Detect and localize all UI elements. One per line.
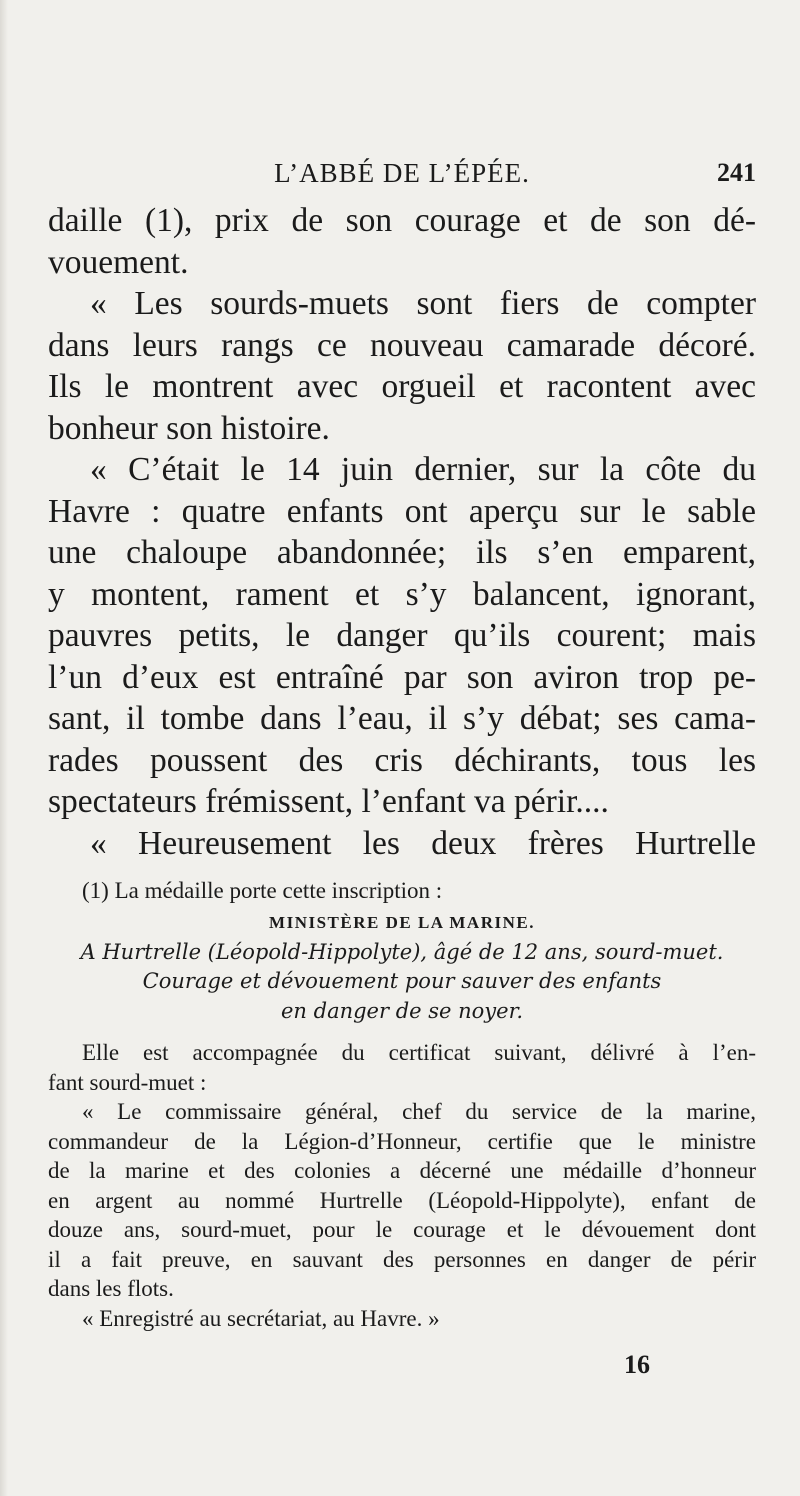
running-title: L’ABBÉ DE L’ÉPÉE. bbox=[274, 158, 530, 188]
text-line: pauvres petits, le danger qu’ils courent; mais bbox=[48, 617, 756, 654]
signature-mark: 16 bbox=[624, 1350, 650, 1379]
footnote-line: « Enregistré au secrétariat, au Havre. » bbox=[82, 1305, 440, 1331]
page-number: 241 bbox=[717, 158, 756, 187]
footnote-line: commandeur de la Légion-d’Honneur, certifie que le ministre bbox=[48, 1128, 756, 1154]
text-line: daille (1), prix de son courage et de son dé- bbox=[48, 202, 756, 239]
text-line: vouement. bbox=[48, 243, 189, 281]
main-text bbox=[48, 200, 756, 864]
footnote-line: de la marine et des colonies a décerné une médaille d’honneur bbox=[48, 1158, 756, 1183]
inscription-line: Courage et dévouement pour sauver des enfants bbox=[142, 969, 662, 993]
text-line: une chaloupe abandonnée; ils s’en emparent, bbox=[48, 534, 756, 571]
text-line: l’un d’eux est entraîné par son aviron trop pe- bbox=[48, 658, 756, 696]
text-line: rades poussent des cris déchirants, tous les bbox=[48, 741, 756, 779]
text-line: « Les sourds-muets sont fiers de compter bbox=[90, 285, 756, 322]
inscription-line: A Hurtrelle (Léopold-Hippolyte), âgé de 12 ans, sourd-muet. bbox=[80, 939, 724, 964]
footnote-line: Elle est accompagnée du certificat suivant, délivré à l’en- bbox=[82, 1040, 756, 1065]
text-line: sant, il tombe dans l’eau, il s’y débat; ses cama- bbox=[48, 700, 756, 737]
running-header bbox=[48, 158, 756, 198]
footnote-line: fant sourd-muet : bbox=[48, 1069, 207, 1095]
footnote-heading: MINISTÈRE DE LA MARINE. bbox=[269, 912, 535, 932]
footnote-body bbox=[48, 1038, 756, 1333]
text-line: y montent, rament et s’y balancent, ignorant, bbox=[48, 575, 756, 613]
text-line: « Heureusement les deux frères Hurtrelle bbox=[90, 824, 756, 862]
footnote-line: douze ans, sourd-muet, pour le courage et le dévouement dont bbox=[48, 1217, 756, 1242]
text-line: spectateurs frémissent, l’enfant va périr.... bbox=[48, 783, 609, 820]
text-line: « C’était le 14 juin dernier, sur la côte du bbox=[90, 451, 756, 488]
inscription-line: en danger de se noyer. bbox=[281, 998, 523, 1023]
footnote-line: il a fait preuve, en sauvant des personnes en danger de périr bbox=[48, 1246, 756, 1272]
footnote bbox=[48, 876, 756, 1333]
text-line: bonheur son histoire. bbox=[48, 409, 330, 447]
footnote-intro: (1) La médaille porte cette inscription : bbox=[82, 878, 443, 903]
text-line: Havre : quatre enfants ont aperçu sur le sable bbox=[48, 492, 756, 530]
text-line: Ils le montrent avec orgueil et racontent avec bbox=[48, 368, 756, 405]
footnote-line: dans les flots. bbox=[48, 1276, 174, 1301]
text-line: dans leurs rangs ce nouveau camarade décoré. bbox=[48, 326, 756, 364]
footnote-line: en argent au nommé Hurtrelle (Léopold-Hippolyte), enfant de bbox=[48, 1187, 756, 1213]
page-edge-shadow bbox=[0, 0, 8, 1496]
footnote-line: « Le commissaire général, chef du service de la marine, bbox=[82, 1099, 756, 1124]
